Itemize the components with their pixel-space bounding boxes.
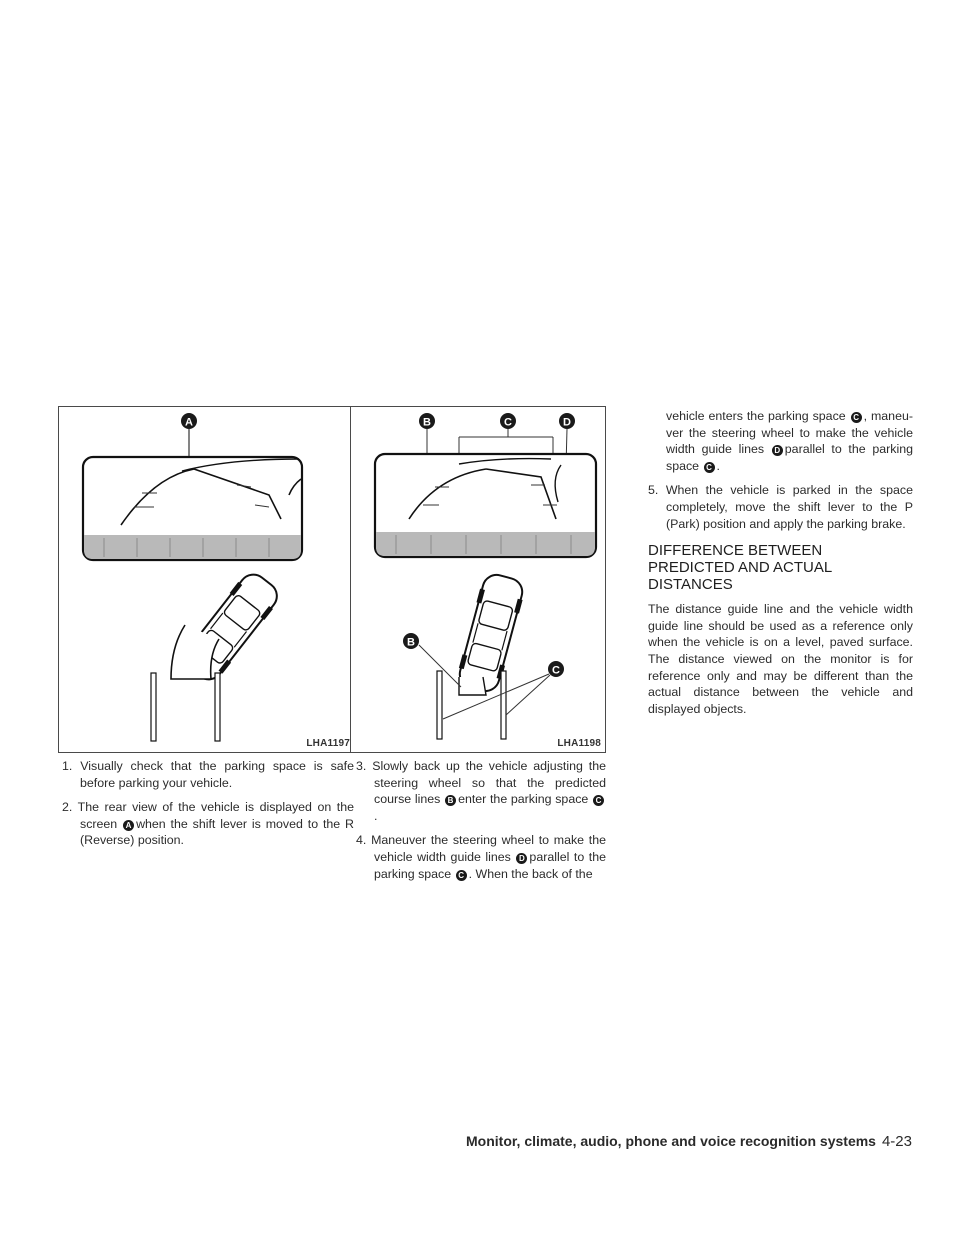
callout-c-lower-label: C xyxy=(552,664,560,677)
step-text: When the vehicle is parked in the space completely, move the shift lever to the P (Park) position and apply the parking brake. xyxy=(665,483,913,531)
figure-code: LHA1198 xyxy=(557,738,601,749)
step-number: 5. xyxy=(648,483,659,498)
step-4-continued: vehicle enters the parking space C , maneu-ver the steering wheel to make the vehicle width guide lines D parallel to the parking space C . xyxy=(666,409,913,473)
callout-b-lower-label: B xyxy=(407,636,415,649)
step-number: 1. xyxy=(62,759,73,773)
step-2: 2. The rear view of the vehicle is displayed on the screen A when the shift lever is moved to the R (Reverse) position. xyxy=(62,800,355,848)
section-body: The distance guide line and the vehicle width guide line should be used as a reference only when the vehicle is on a level, paved surface. The distance viewed on the monitor is for reference only and may be different than the actual distance between the vehicle and displayed objects. xyxy=(648,602,913,716)
step-number: 2. xyxy=(62,800,73,815)
step-number: 3. xyxy=(356,759,367,773)
figure-1-illustration xyxy=(59,407,356,754)
chapter-title: Monitor, climate, audio, phone and voice recognition systems xyxy=(466,1133,876,1149)
step-1 xyxy=(62,758,354,791)
step-number: 4. xyxy=(356,833,367,848)
callout-d-ref: D xyxy=(516,853,527,864)
callout-c-ref: C xyxy=(456,870,467,881)
callout-a-ref: A xyxy=(123,820,134,831)
column-3 xyxy=(648,408,913,717)
step-5 xyxy=(648,482,913,532)
callout-b-ref: B xyxy=(445,795,456,806)
callout-c-ref: C xyxy=(704,462,715,473)
callout-d-label: D xyxy=(563,416,571,429)
callout-d-ref: D xyxy=(772,445,783,456)
step-3: 3. Slowly back up the vehicle adjusting the steering wheel so that the predicted course lines B enter the parking space C. xyxy=(356,759,606,823)
section-heading: DIFFERENCE BETWEEN PREDICTED AND ACTUAL DISTANCES xyxy=(648,542,833,594)
step-4: 4. Maneuver the steering wheel to make the vehicle width guide lines D parallel to the parking space C . When the back of the xyxy=(356,833,606,881)
figure-code: LHA1197 xyxy=(306,738,350,749)
callout-b-label: B xyxy=(423,416,431,429)
column-2 xyxy=(356,758,606,890)
figure-guide-lines xyxy=(350,406,606,753)
step-text: Visually check that the parking space is safe before parking your vehicle. xyxy=(80,759,354,790)
callout-c-ref: C xyxy=(851,412,862,423)
callout-a-label: A xyxy=(185,416,193,429)
callout-c-label: C xyxy=(504,416,512,429)
column-1 xyxy=(62,758,354,857)
figure-rear-view-display xyxy=(58,406,355,753)
callout-c-ref: C xyxy=(593,795,604,806)
page-footer xyxy=(466,1133,912,1150)
page-number: 4-23 xyxy=(881,1133,912,1150)
figure-2-illustration xyxy=(351,407,607,754)
